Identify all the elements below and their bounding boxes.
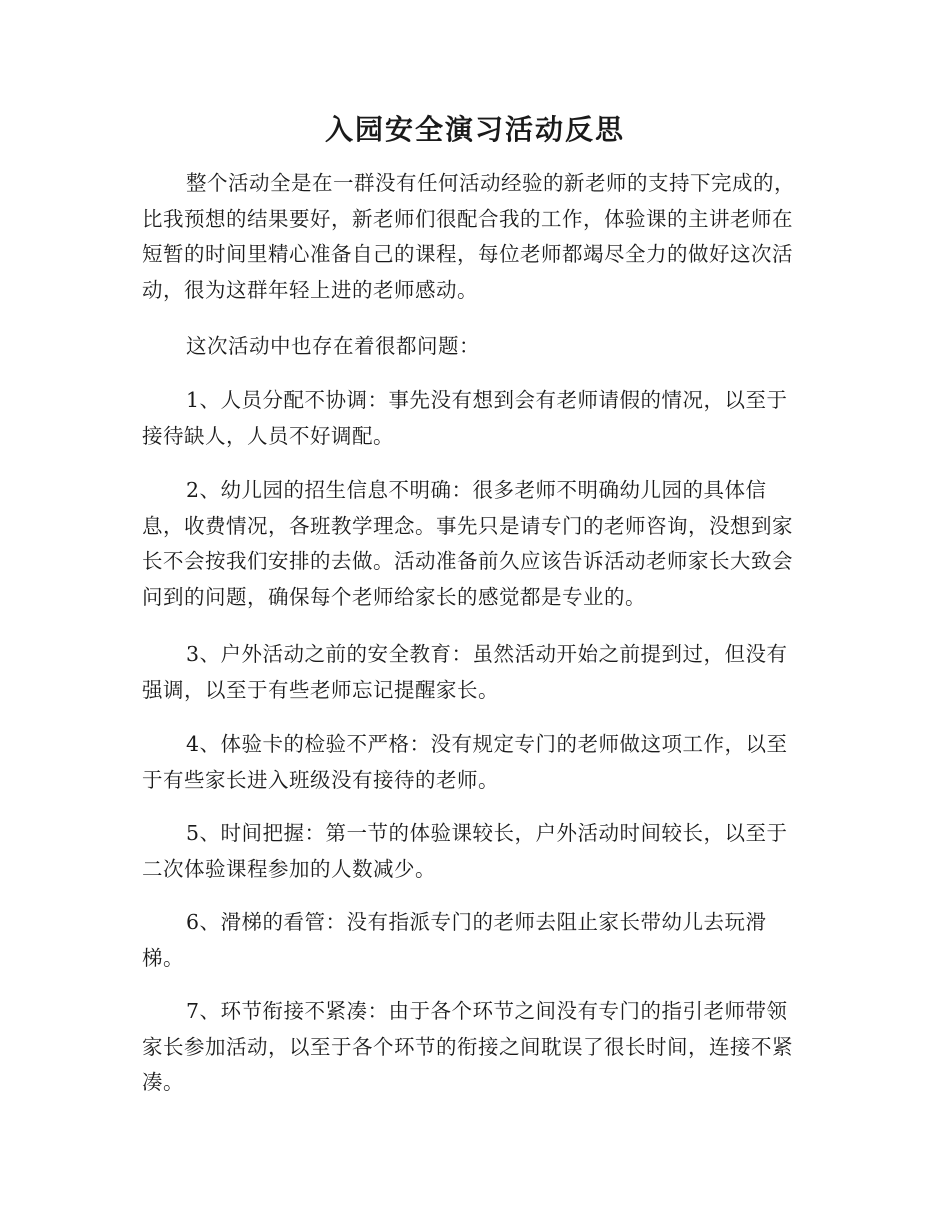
paragraph-item-7: 7、环节衔接不紧凑：由于各个环节之间没有专门的指引老师带领家长参加活动，以至于各个环节的衔接之间耽误了很长时间，连接不紧凑。 (142, 999, 793, 1094)
paragraph-intro: 整个活动全是在一群没有任何活动经验的新老师的支持下完成的，比我预想的结果要好，新老师们很配合我的工作，体验课的主讲老师在短暂的时间里精心准备自己的课程，每位老师都竭尽全力的做好这次活动，很为这群年轻上进的老师感动。 (142, 171, 795, 302)
paragraph-item-5: 5、时间把握：第一节的体验课较长，户外活动时间较长，以至于二次体验课程参加的人数减少。 (142, 821, 788, 881)
paragraph-problems-heading: 这次活动中也存在着很都问题： (186, 334, 480, 358)
paragraph-item-6: 6、滑梯的看管：没有指派专门的老师去阻止家长带幼儿去玩滑梯。 (142, 910, 767, 970)
document-title: 入园安全演习活动反思 (324, 113, 625, 146)
paragraph-item-3: 3、户外活动之前的安全教育：虽然活动开始之前提到过，但没有强调，以至于有些老师忘记提醒家长。 (142, 642, 788, 702)
paragraph-item-2: 2、幼儿园的招生信息不明确：很多老师不明确幼儿园的具体信息，收费情况，各班教学理念。事先只是请专门的老师咨询，没想到家长不会按我们安排的去做。活动准备前久应该告诉活动老师家长大致会问到的问题，确保每个老师给家长的感觉都是专业的。 (142, 478, 793, 609)
paragraph-item-1: 1、人员分配不协调：事先没有想到会有老师请假的情况，以至于接待缺人，人员不好调配。 (142, 388, 788, 448)
paragraph-item-4: 4、体验卡的检验不严格：没有规定专门的老师做这项工作，以至于有些家长进入班级没有接待的老师。 (142, 732, 788, 792)
